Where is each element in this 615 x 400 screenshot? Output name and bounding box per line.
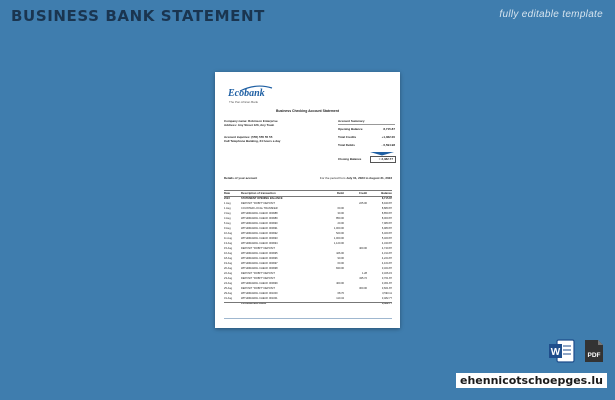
row-balance: 6,460.87 [381,232,392,235]
row-description: CLOSING BALANCE [241,302,267,305]
row-date: 10 Aug [224,232,233,235]
row-date: 18 Aug [224,257,233,260]
watermark: ehennicotschoepges.lu [456,373,607,388]
row-balance: 4,314.87 [381,252,392,255]
closing-label: Closing Balance [338,157,362,161]
document-title: Business Checking Account Statement [276,109,339,113]
row-balance: 5,460.87 [381,237,392,240]
row-debit: 60.00 [337,207,344,210]
row-date: 2023 [224,197,230,200]
debits-label: Total Debits [338,143,355,147]
row-balance: 4,340.87 [381,242,392,245]
pdf-doc-icon [583,339,605,363]
row-date: 11 Aug [224,237,232,240]
inquiries-phone: (555) 555 55 55 [251,135,273,139]
row-date: 25 Aug [224,287,233,290]
row-credit: 400.00 [359,247,367,250]
row-date: 1 Aug [224,202,231,205]
table-header [224,190,392,197]
opening-value: 8,715.87 [383,127,395,131]
row-description: WITHDRAWAL CHECK 000989 [241,217,278,220]
row-description: WITHDRAWAL CHECK 000991 [241,227,278,230]
row-debit: 850.00 [336,217,344,220]
col-debit: Debit [337,191,344,195]
row-date: 3 Aug [224,212,231,215]
row-description: WITHDRAWAL CHECK 000994 [241,242,278,245]
row-debit: 30.00 [337,212,344,215]
row-debit: 520.00 [336,232,344,235]
row-date: 29 Aug [224,292,233,295]
row-description: DEPOSIT "ROBIT" DEPOSIT [241,202,275,205]
row-balance: 3,324.87 [381,267,392,270]
row-description: WITHDRAWAL CHECK 000990 [241,222,278,225]
row-description: DEPOSIT "ROBIT" DEPOSIT [241,272,275,275]
row-credit: 300.00 [359,287,367,290]
row-balance: 3,761.87 [381,277,392,280]
col-description: Description of transaction [241,191,276,195]
row-date: 24 Aug [224,282,233,285]
row-date: 23 Aug [224,277,233,280]
row-balance: 8,880.87 [381,207,392,210]
bank-logo [226,84,276,106]
summary-title: Account Summary [338,119,365,123]
details-label: Details of your account [224,176,258,180]
bank-name: Ecobank [228,88,265,99]
row-debit: 400.00 [336,282,344,285]
row-description: DEPOSIT "ROBIT" DEPOSIT [241,247,275,250]
row-description: WITHDRAWAL CHECK 000992 [241,232,278,235]
credits-label: Total Credits [338,135,357,139]
row-date: 1 Aug [224,207,231,210]
row-balance: 8,850.87 [381,212,392,215]
row-description: DEPOSIT "ROBIT" DEPOSIT [241,287,275,290]
row-description: WITHDRAWAL CHECK 000995 [241,252,278,255]
row-debit: 1,000.00 [333,227,344,230]
table-row [224,302,392,307]
row-balance: 3,482.77 [381,302,392,305]
page-title: BUSINESS BANK STATEMENT [11,7,265,25]
word-icon-letter: W [550,347,561,358]
tagline: fully editable template [499,9,603,20]
row-debit: 1,000.00 [333,237,344,240]
row-debit: 840.00 [336,267,344,270]
col-date: Date [224,191,231,195]
row-credit: 435.72 [359,277,367,280]
pdf-icon-label: PDF [587,352,601,359]
row-description: WITHDRAWAL CHECK 001001 [241,297,278,300]
row-date: 4 Aug [224,217,231,220]
row-date: 19 Aug [224,262,233,265]
row-credit: 1.28 [361,272,367,275]
row-description: WITHDRAWAL CHECK 000993 [241,237,278,240]
word-doc-icon [548,339,576,363]
bank-tagline: The Pan African Bank [229,100,259,104]
row-balance: 8,715.87 [381,197,392,200]
row-date: 13 Aug [224,242,233,245]
inquiries-hours: Call Telephone Banking, 24 hours a day [224,139,281,143]
row-description: STATEMENT OPENING BALANCE [241,197,283,200]
opening-label: Opening Balance [338,127,363,131]
row-description: WITHDRAWAL CHECK 001000 [241,292,278,295]
row-credit: 225.00 [359,202,367,205]
row-debit: 110.34 [336,297,344,300]
row-debit: 20.00 [337,222,344,225]
row-date: 9 Aug [224,227,231,230]
period-range: July 01, 2023 to August 31, 2023 [346,176,392,180]
row-balance: 3,482.77 [381,297,392,300]
row-date: 20 Aug [224,267,233,270]
row-balance: 8,000.87 [381,217,392,220]
closing-value: = 3,482.77 [378,157,393,161]
row-balance: 8,940.87 [381,202,392,205]
row-date: 15 Aug [224,247,233,250]
row-date: 16 Aug [224,252,233,255]
company-address: Address: Any Street 123, Any Town [224,123,275,127]
row-balance: 4,164.87 [381,262,392,265]
row-debit: 1,120.00 [333,242,344,245]
statement-sheet [215,72,400,328]
company-name: Company name: Robinson Enterprise [224,119,278,123]
inquiries-label: Account inquiries: [224,135,251,139]
row-debit: 68.76 [337,292,344,295]
credits-value: +1,362.00 [381,135,395,139]
row-balance: 4,740.87 [381,247,392,250]
row-description: WITHDRAWAL CHECK 000996 [241,257,278,260]
row-debit: 60.00 [337,262,344,265]
row-debit: 426.00 [336,252,344,255]
row-debit: 90.00 [337,257,344,260]
statement-period [320,176,392,180]
row-description: WITHDRAWAL CHECK 000998 [241,267,278,270]
row-date: 6 Aug [224,222,231,225]
row-balance: 6,980.87 [381,227,392,230]
footer-rule [224,318,392,319]
col-credit: Credit [358,191,367,195]
row-balance: 3,326.15 [381,272,392,275]
period-prefix: For the period from [319,176,346,180]
col-balance: Balance [381,191,392,195]
row-balance: 3,593.11 [382,292,392,295]
row-date: 31 Aug [224,297,233,300]
row-description: COUNTER LOCAL TRANSFER [241,207,278,210]
row-description: WITHDRAWAL CHECK 000999 [241,282,278,285]
row-balance: 4,224.87 [381,257,392,260]
row-date: 22 Aug [224,272,233,275]
row-balance: 3,361.87 [381,282,392,285]
row-balance: 7,980.87 [381,222,392,225]
row-balance: 3,661.87 [381,287,392,290]
debits-value: - 6,594.98 [381,143,395,147]
row-description: DEPOSIT "ROBIT" DEPOSIT [241,277,275,280]
row-description: WITHDRAWAL CHECK 000997 [241,262,278,265]
row-description: WITHDRAWAL CHECK 000988 [241,212,278,215]
